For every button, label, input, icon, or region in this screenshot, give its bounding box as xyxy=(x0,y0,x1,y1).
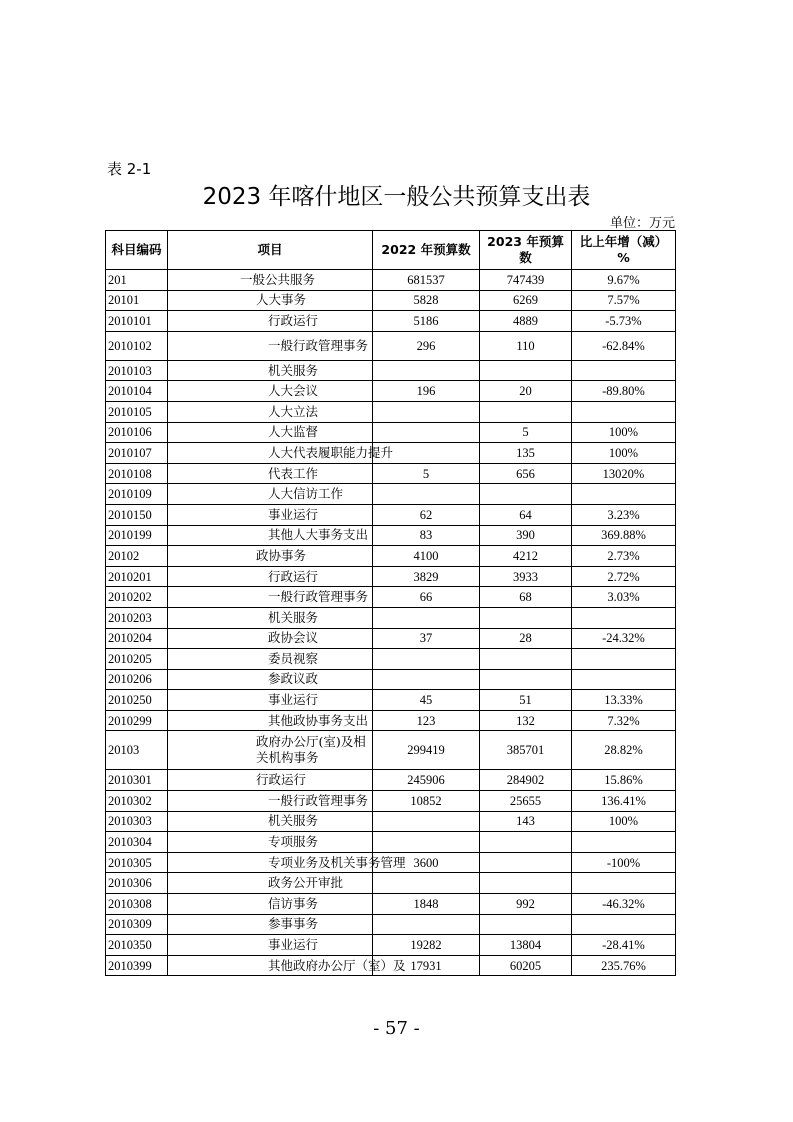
row-change xyxy=(572,360,676,381)
table-row xyxy=(106,463,676,484)
row-code: 2010205 xyxy=(106,649,168,670)
row-code: 2010206 xyxy=(106,669,168,690)
row-item: 政协事务 xyxy=(168,546,373,567)
row-budget-2023 xyxy=(480,360,572,381)
row-code: 2010302 xyxy=(106,791,168,812)
row-code: 2010350 xyxy=(106,935,168,956)
row-code: 2010299 xyxy=(106,710,168,731)
row-budget-2023: 5 xyxy=(480,422,572,443)
row-budget-2023: 20 xyxy=(480,381,572,402)
row-code: 2010109 xyxy=(106,484,168,505)
row-change: -24.32% xyxy=(572,628,676,649)
row-change: 100% xyxy=(572,811,676,832)
row-item: 事业运行 xyxy=(168,504,373,525)
table-row xyxy=(106,832,676,853)
table-row xyxy=(106,935,676,956)
row-change: -46.32% xyxy=(572,894,676,915)
row-item: 一般行政管理事务 xyxy=(168,331,373,360)
row-budget-2023 xyxy=(480,914,572,935)
row-budget-2022: 17931 xyxy=(373,955,480,976)
row-budget-2022: 45 xyxy=(373,690,480,711)
row-budget-2023: 28 xyxy=(480,628,572,649)
row-change: 13.33% xyxy=(572,690,676,711)
row-item: 人大会议 xyxy=(168,381,373,402)
row-item: 人大信访工作 xyxy=(168,484,373,505)
table-row xyxy=(106,894,676,915)
row-budget-2023: 60205 xyxy=(480,955,572,976)
row-budget-2022: 83 xyxy=(373,525,480,546)
row-item: 行政运行 xyxy=(168,770,373,791)
table-row xyxy=(106,546,676,567)
table-body xyxy=(106,270,676,976)
row-item: 参政议政 xyxy=(168,669,373,690)
row-change: 28.82% xyxy=(572,731,676,770)
row-item: 参事事务 xyxy=(168,914,373,935)
row-budget-2023 xyxy=(480,873,572,894)
row-item: 政协会议 xyxy=(168,628,373,649)
row-budget-2023 xyxy=(480,649,572,670)
row-budget-2023 xyxy=(480,484,572,505)
table-row xyxy=(106,422,676,443)
row-budget-2023 xyxy=(480,401,572,422)
row-change: 15.86% xyxy=(572,770,676,791)
row-budget-2023: 143 xyxy=(480,811,572,832)
row-budget-2022: 1848 xyxy=(373,894,480,915)
row-item: 人大监督 xyxy=(168,422,373,443)
row-code: 20101 xyxy=(106,290,168,311)
row-change: -89.80% xyxy=(572,381,676,402)
row-item: 委员视察 xyxy=(168,649,373,670)
row-item: 专项业务及机关事务管理 xyxy=(168,852,373,873)
row-change: 136.41% xyxy=(572,791,676,812)
row-item: 专项服务 xyxy=(168,832,373,853)
row-budget-2022 xyxy=(373,422,480,443)
table-row xyxy=(106,669,676,690)
table-row xyxy=(106,690,676,711)
table-header-row xyxy=(106,231,676,270)
row-budget-2023: 3933 xyxy=(480,566,572,587)
row-budget-2023: 4889 xyxy=(480,311,572,332)
budget-table xyxy=(105,230,676,976)
row-budget-2023: 656 xyxy=(480,463,572,484)
row-change: 369.88% xyxy=(572,525,676,546)
row-change: -5.73% xyxy=(572,311,676,332)
row-item: 一般行政管理事务 xyxy=(168,587,373,608)
row-change: 13020% xyxy=(572,463,676,484)
row-code: 2010250 xyxy=(106,690,168,711)
header-item: 项目 xyxy=(168,231,373,270)
row-budget-2022: 19282 xyxy=(373,935,480,956)
row-budget-2022 xyxy=(373,832,480,853)
row-budget-2022: 5828 xyxy=(373,290,480,311)
row-item: 机关服务 xyxy=(168,811,373,832)
row-item: 信访事务 xyxy=(168,894,373,915)
row-budget-2022: 245906 xyxy=(373,770,480,791)
row-change xyxy=(572,914,676,935)
row-code: 2010309 xyxy=(106,914,168,935)
row-code: 20103 xyxy=(106,731,168,770)
page-title: 2023 年喀什地区一般公共预算支出表 xyxy=(202,184,591,210)
row-item: 一般公共服务 xyxy=(168,270,373,291)
row-budget-2023: 68 xyxy=(480,587,572,608)
row-item: 人大事务 xyxy=(168,290,373,311)
page-number: - 57 - xyxy=(373,1018,420,1039)
row-budget-2022: 5 xyxy=(373,463,480,484)
row-budget-2023: 385701 xyxy=(480,731,572,770)
row-item: 其他人大事务支出 xyxy=(168,525,373,546)
row-budget-2022: 66 xyxy=(373,587,480,608)
row-budget-2023: 6269 xyxy=(480,290,572,311)
row-code: 2010150 xyxy=(106,504,168,525)
row-code: 2010106 xyxy=(106,422,168,443)
row-budget-2022: 299419 xyxy=(373,731,480,770)
row-item: 机关服务 xyxy=(168,360,373,381)
table-row xyxy=(106,770,676,791)
table-row xyxy=(106,811,676,832)
row-change: 9.67% xyxy=(572,270,676,291)
table-row xyxy=(106,914,676,935)
row-change: 235.76% xyxy=(572,955,676,976)
row-code: 2010101 xyxy=(106,311,168,332)
row-budget-2023: 64 xyxy=(480,504,572,525)
header-budget-2023: 2023 年预算数 xyxy=(480,231,572,270)
row-change: 2.73% xyxy=(572,546,676,567)
row-item: 一般行政管理事务 xyxy=(168,791,373,812)
row-budget-2023: 747439 xyxy=(480,270,572,291)
row-change: 7.32% xyxy=(572,710,676,731)
row-budget-2022 xyxy=(373,607,480,628)
row-budget-2022 xyxy=(373,484,480,505)
header-code: 科目编码 xyxy=(106,231,168,270)
row-change xyxy=(572,649,676,670)
row-code: 2010305 xyxy=(106,852,168,873)
table-row xyxy=(106,649,676,670)
row-change: 100% xyxy=(572,443,676,464)
row-change: -100% xyxy=(572,852,676,873)
row-change xyxy=(572,401,676,422)
row-code: 2010107 xyxy=(106,443,168,464)
row-item: 行政运行 xyxy=(168,566,373,587)
row-item: 人大代表履职能力提升 xyxy=(168,443,373,464)
table-row xyxy=(106,607,676,628)
row-budget-2023: 992 xyxy=(480,894,572,915)
row-budget-2023: 51 xyxy=(480,690,572,711)
table-row xyxy=(106,628,676,649)
row-item: 事业运行 xyxy=(168,935,373,956)
table-row xyxy=(106,484,676,505)
row-budget-2022 xyxy=(373,914,480,935)
row-change xyxy=(572,832,676,853)
row-item: 代表工作 xyxy=(168,463,373,484)
row-change xyxy=(572,669,676,690)
table-row xyxy=(106,710,676,731)
row-budget-2022: 37 xyxy=(373,628,480,649)
row-budget-2022: 123 xyxy=(373,710,480,731)
table-row xyxy=(106,443,676,464)
table-row xyxy=(106,587,676,608)
row-code: 2010201 xyxy=(106,566,168,587)
row-code: 2010399 xyxy=(106,955,168,976)
row-budget-2023: 25655 xyxy=(480,791,572,812)
table-row xyxy=(106,566,676,587)
row-budget-2023: 110 xyxy=(480,331,572,360)
row-change: 3.23% xyxy=(572,504,676,525)
row-budget-2022: 3829 xyxy=(373,566,480,587)
row-item: 机关服务 xyxy=(168,607,373,628)
row-budget-2023 xyxy=(480,852,572,873)
table-row xyxy=(106,270,676,291)
row-budget-2022 xyxy=(373,811,480,832)
row-code: 2010199 xyxy=(106,525,168,546)
table-row xyxy=(106,331,676,360)
row-item: 人大立法 xyxy=(168,401,373,422)
row-code: 2010103 xyxy=(106,360,168,381)
row-change xyxy=(572,873,676,894)
row-budget-2022: 10852 xyxy=(373,791,480,812)
row-code: 2010308 xyxy=(106,894,168,915)
row-change: -62.84% xyxy=(572,331,676,360)
table-row xyxy=(106,360,676,381)
row-change xyxy=(572,607,676,628)
row-change: -28.41% xyxy=(572,935,676,956)
row-budget-2023: 284902 xyxy=(480,770,572,791)
row-budget-2022 xyxy=(373,873,480,894)
row-budget-2022 xyxy=(373,360,480,381)
row-budget-2023: 13804 xyxy=(480,935,572,956)
row-budget-2022: 196 xyxy=(373,381,480,402)
row-code: 2010102 xyxy=(106,331,168,360)
row-code: 2010203 xyxy=(106,607,168,628)
table-row xyxy=(106,791,676,812)
table-row xyxy=(106,955,676,976)
table-row xyxy=(106,873,676,894)
row-item: 政府办公厅(室)及相关机构事务 xyxy=(168,731,373,770)
table-row xyxy=(106,504,676,525)
row-budget-2022 xyxy=(373,401,480,422)
row-code: 2010303 xyxy=(106,811,168,832)
row-change xyxy=(572,484,676,505)
row-code: 2010202 xyxy=(106,587,168,608)
row-change: 100% xyxy=(572,422,676,443)
table-row xyxy=(106,311,676,332)
row-change: 7.57% xyxy=(572,290,676,311)
row-budget-2022: 5186 xyxy=(373,311,480,332)
unit-label: 单位：万元 xyxy=(609,216,675,231)
row-code: 201 xyxy=(106,270,168,291)
table-row xyxy=(106,731,676,770)
row-budget-2022: 62 xyxy=(373,504,480,525)
header-budget-2022: 2022 年预算数 xyxy=(373,231,480,270)
table-row xyxy=(106,525,676,546)
row-budget-2022: 4100 xyxy=(373,546,480,567)
row-item: 其他政府办公厅（室）及 xyxy=(168,955,373,976)
row-budget-2023: 390 xyxy=(480,525,572,546)
header-change: 比上年增（减）% xyxy=(572,231,676,270)
row-budget-2023 xyxy=(480,669,572,690)
row-budget-2023: 4212 xyxy=(480,546,572,567)
row-budget-2022 xyxy=(373,649,480,670)
row-item: 其他政协事务支出 xyxy=(168,710,373,731)
row-item: 政务公开审批 xyxy=(168,873,373,894)
row-item: 行政运行 xyxy=(168,311,373,332)
row-budget-2023: 132 xyxy=(480,710,572,731)
row-code: 2010301 xyxy=(106,770,168,791)
row-budget-2023 xyxy=(480,607,572,628)
row-code: 2010204 xyxy=(106,628,168,649)
table-row xyxy=(106,381,676,402)
row-change: 3.03% xyxy=(572,587,676,608)
row-item: 事业运行 xyxy=(168,690,373,711)
row-code: 2010306 xyxy=(106,873,168,894)
row-change: 2.72% xyxy=(572,566,676,587)
row-code: 2010108 xyxy=(106,463,168,484)
table-label: 表 2-1 xyxy=(107,160,152,178)
row-code: 20102 xyxy=(106,546,168,567)
row-budget-2022 xyxy=(373,669,480,690)
table-row xyxy=(106,290,676,311)
row-budget-2022: 681537 xyxy=(373,270,480,291)
row-budget-2022: 296 xyxy=(373,331,480,360)
row-code: 2010104 xyxy=(106,381,168,402)
table-row xyxy=(106,401,676,422)
row-budget-2023: 135 xyxy=(480,443,572,464)
row-code: 2010304 xyxy=(106,832,168,853)
row-budget-2023 xyxy=(480,832,572,853)
row-budget-2022: 3600 xyxy=(373,852,480,873)
row-code: 2010105 xyxy=(106,401,168,422)
table-row xyxy=(106,852,676,873)
